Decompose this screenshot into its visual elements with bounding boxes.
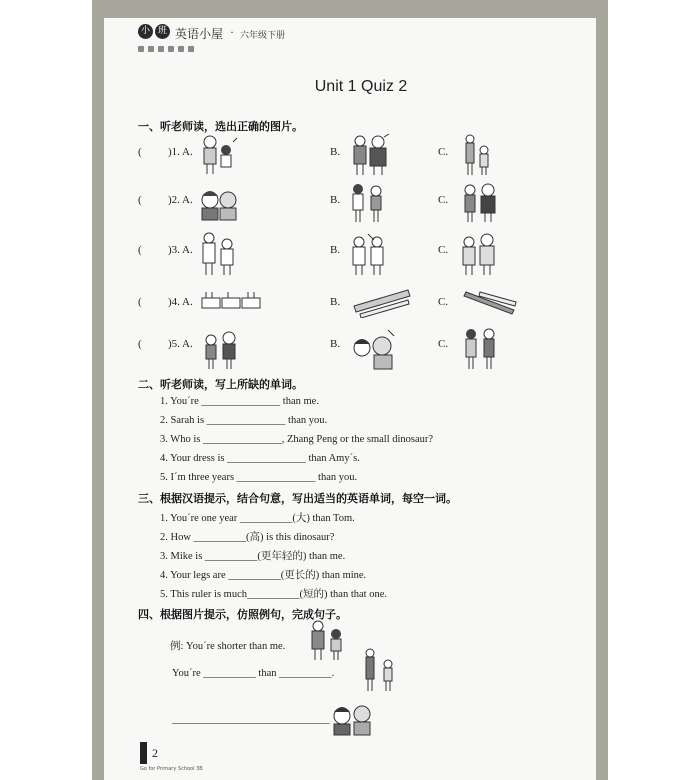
dot: [188, 46, 194, 52]
section-3-line-4: 4. Your legs are __________(更长的) than mine.: [160, 570, 367, 581]
option-c: C.: [438, 194, 449, 206]
question-row-3: [138, 232, 518, 276]
section-2-line-5: 5. I´m three years _______________ than you.: [160, 472, 358, 483]
header-dots: [138, 46, 194, 52]
answer-sentence-2: ______________________________: [172, 714, 330, 725]
dot: [148, 46, 154, 52]
question-row-4: [138, 284, 518, 328]
rulers-picture: [350, 284, 412, 318]
book-name: 六年级下册: [240, 31, 286, 41]
pencils-picture: [460, 284, 522, 318]
option-b: B.: [330, 296, 341, 308]
dot: [158, 46, 164, 52]
section-3-line-2: 2. How __________(高) is this dinosaur?: [160, 532, 335, 543]
dot: [168, 46, 174, 52]
question-row-5: [138, 326, 518, 370]
section-1-heading: 一、听老师读，选出正确的图片。: [138, 120, 303, 133]
option-b: B.: [330, 194, 341, 206]
section-2-line-2: 2. Sarah is _______________ than you.: [160, 415, 328, 426]
answer-paren: (: [138, 194, 142, 206]
two-faces-picture: [198, 182, 240, 222]
page-number-bar: [140, 742, 147, 764]
logo-char-2: 班: [155, 24, 170, 39]
section-3-line-5: 5. This ruler is much__________(短的) than that one.: [160, 589, 387, 600]
section-2-line-1: 1. You´re _______________ than me.: [160, 396, 319, 407]
two-kids-picture: [460, 326, 504, 370]
two-figures-picture: [198, 232, 242, 276]
two-figures-picture: [348, 232, 392, 276]
example-picture: [306, 618, 350, 662]
section-3-line-3: 3. Mike is __________(更年轻的) than me.: [160, 551, 346, 562]
question-number: )4. A.: [168, 296, 193, 308]
question-number: )1. A.: [168, 146, 193, 158]
footer-text: Go for Primary School 3B: [140, 766, 203, 772]
question-number: )3. A.: [168, 244, 193, 256]
page-number: 2: [152, 746, 158, 760]
question-row-2: [138, 182, 518, 226]
two-kids-picture: [200, 326, 244, 370]
answer-paren: (: [138, 338, 142, 350]
option-c: C.: [438, 296, 449, 308]
dot: [178, 46, 184, 52]
question-number: )5. A.: [168, 338, 193, 350]
answer-paren: (: [138, 146, 142, 158]
option-c: C.: [438, 244, 449, 256]
logo-char-1: 小: [138, 24, 153, 39]
boy-girl-picture: [198, 134, 238, 176]
answer-sentence-1: You´re __________ than __________.: [172, 668, 335, 679]
series-name: 英语小屋: [175, 27, 224, 41]
answer-paren: (: [138, 296, 142, 308]
section-4-heading: 四、根据图片提示，仿照例句，完成句子。: [138, 608, 347, 621]
two-people-picture: [458, 182, 502, 224]
two-men-picture: [348, 134, 392, 176]
option-b: B.: [330, 244, 341, 256]
two-kids-picture: [348, 182, 388, 224]
section-3-heading: 三、根据汉语提示，结合句意，写出适当的英语单词，每空一词。: [138, 492, 457, 505]
question-picture-2: [330, 700, 378, 736]
header-separator: ·: [230, 25, 234, 39]
question-row-1: [138, 134, 518, 178]
example-sentence: 例: You´re shorter than me.: [170, 641, 286, 652]
question-number: )2. A.: [168, 194, 193, 206]
two-figures-picture: [458, 232, 502, 276]
answer-paren: (: [138, 244, 142, 256]
section-2-line-4: 4. Your dress is _______________ than Amy´s.: [160, 453, 360, 464]
option-b: B.: [330, 146, 341, 158]
page-title: Unit 1 Quiz 2: [314, 78, 408, 95]
dot: [138, 46, 144, 52]
option-b: B.: [330, 338, 341, 350]
question-picture-1: [360, 648, 400, 692]
cakes-picture: [200, 284, 262, 318]
section-3-line-1: 1. You´re one year __________(大) than Tom.: [160, 513, 355, 524]
tall-short-picture: [458, 134, 498, 176]
two-faces-picture: [350, 326, 398, 370]
series-logo: [138, 24, 170, 39]
option-c: C.: [438, 146, 449, 158]
option-c: C.: [438, 338, 449, 350]
section-2-line-3: 3. Who is _______________, Zhang Peng or the small dinosaur?: [160, 434, 434, 445]
section-2-heading: 二、听老师读，写上所缺的单词。: [138, 378, 303, 391]
